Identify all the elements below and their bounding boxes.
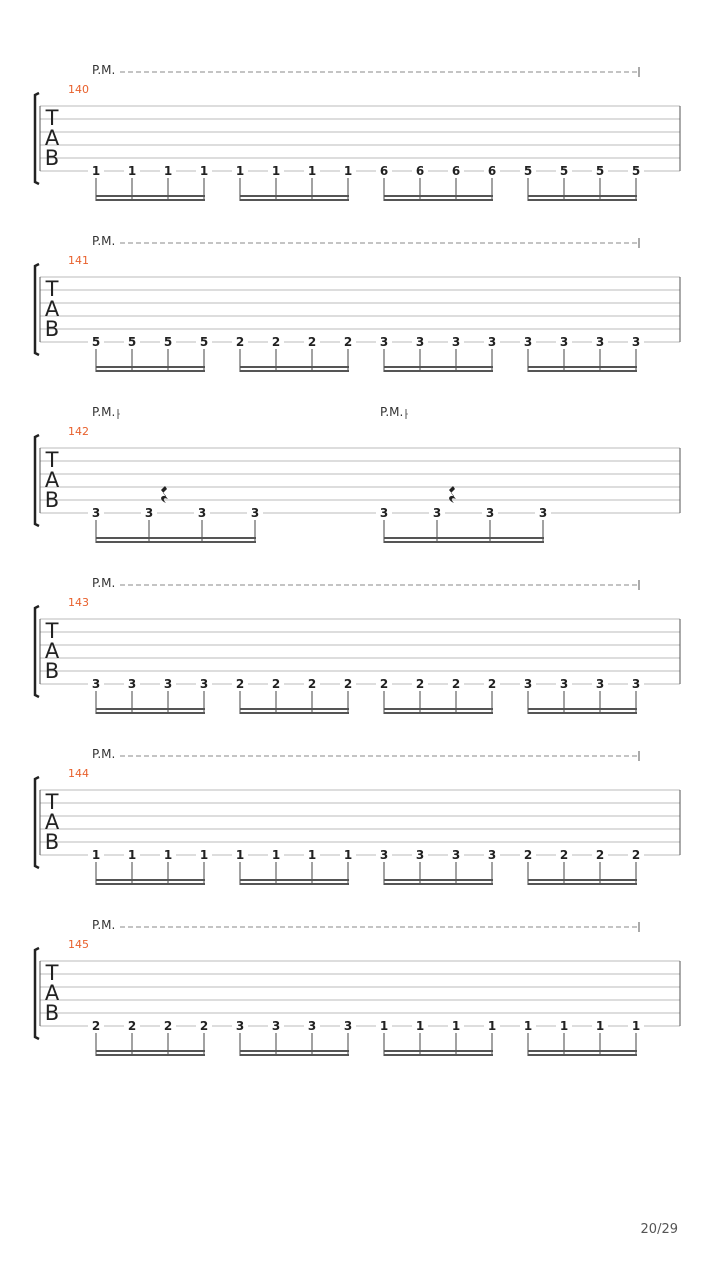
fret-number: 2: [304, 677, 320, 691]
page-number: 20/29: [640, 1222, 678, 1237]
fret-number: 2: [592, 848, 608, 862]
palm-mute-label: P.M.: [92, 63, 116, 77]
fret-number: 3: [376, 506, 392, 520]
tab-clef-letter: B: [44, 317, 60, 341]
fret-number: 2: [376, 677, 392, 691]
fret-number: 2: [448, 677, 464, 691]
measure-number: 145: [68, 938, 89, 951]
fret-number: 3: [88, 677, 104, 691]
fret-number: 2: [412, 677, 428, 691]
fret-number: 1: [268, 848, 284, 862]
fret-number: 3: [376, 335, 392, 349]
tab-clef-letter: T: [45, 790, 59, 814]
fret-number: 1: [340, 848, 356, 862]
tab-clef-letter: A: [44, 297, 60, 321]
fret-number: 2: [304, 335, 320, 349]
fret-number: 6: [448, 164, 464, 178]
fret-number: 3: [448, 848, 464, 862]
fret-number: 1: [484, 1019, 500, 1033]
fret-number: 2: [268, 335, 284, 349]
fret-number: 1: [556, 1019, 572, 1033]
tab-clef-letter: A: [44, 468, 60, 492]
fret-number: 1: [340, 164, 356, 178]
fret-number: 2: [520, 848, 536, 862]
fret-number: 5: [628, 164, 644, 178]
fret-number: 2: [232, 335, 248, 349]
fret-number: 1: [160, 848, 176, 862]
fret-number: 5: [196, 335, 212, 349]
fret-number: 3: [160, 677, 176, 691]
tab-clef-letter: B: [44, 830, 60, 854]
tab-clef-letter: B: [44, 146, 60, 170]
fret-number: 2: [88, 1019, 104, 1033]
fret-number: 3: [520, 335, 536, 349]
tab-clef-letter: T: [45, 448, 59, 472]
measure-number: 144: [68, 767, 89, 780]
fret-number: 3: [535, 506, 551, 520]
fret-number: 3: [556, 335, 572, 349]
fret-number: 1: [88, 848, 104, 862]
fret-number: 2: [484, 677, 500, 691]
fret-number: 2: [196, 1019, 212, 1033]
fret-number: 3: [232, 1019, 248, 1033]
palm-mute-label: P.M.: [92, 234, 116, 248]
fret-number: 1: [124, 848, 140, 862]
fret-number: 3: [429, 506, 445, 520]
fret-number: 1: [88, 164, 104, 178]
fret-number: 1: [268, 164, 284, 178]
fret-number: 3: [340, 1019, 356, 1033]
fret-number: 3: [592, 677, 608, 691]
fret-number: 1: [592, 1019, 608, 1033]
measure-number: 140: [68, 83, 89, 96]
fret-number: 1: [412, 1019, 428, 1033]
fret-number: 5: [124, 335, 140, 349]
fret-number: 3: [520, 677, 536, 691]
measure-number: 142: [68, 425, 89, 438]
palm-mute-label: P.M.: [380, 405, 404, 419]
tab-clef-letter: B: [44, 1001, 60, 1025]
tab-clef-letter: A: [44, 810, 60, 834]
fret-number: 2: [160, 1019, 176, 1033]
fret-number: 1: [448, 1019, 464, 1033]
fret-number: 1: [232, 848, 248, 862]
fret-number: 2: [556, 848, 572, 862]
fret-number: 6: [376, 164, 392, 178]
fret-number: 1: [196, 848, 212, 862]
fret-number: 3: [484, 848, 500, 862]
fret-number: 5: [556, 164, 572, 178]
fret-number: 3: [448, 335, 464, 349]
fret-number: 1: [160, 164, 176, 178]
fret-number: 2: [340, 335, 356, 349]
fret-number: 3: [412, 335, 428, 349]
fret-number: 1: [376, 1019, 392, 1033]
tab-clef-letter: T: [45, 277, 59, 301]
fret-number: 3: [484, 335, 500, 349]
tab-clef-letter: B: [44, 488, 60, 512]
fret-number: 1: [628, 1019, 644, 1033]
palm-mute-label: P.M.: [92, 405, 116, 419]
fret-number: 6: [412, 164, 428, 178]
fret-number: 3: [592, 335, 608, 349]
fret-number: 1: [124, 164, 140, 178]
tab-clef-letter: A: [44, 981, 60, 1005]
fret-number: 2: [340, 677, 356, 691]
fret-number: 2: [628, 848, 644, 862]
fret-number: 5: [88, 335, 104, 349]
fret-number: 3: [88, 506, 104, 520]
tab-clef-letter: T: [45, 106, 59, 130]
fret-number: 3: [124, 677, 140, 691]
palm-mute-label: P.M.: [92, 576, 116, 590]
fret-number: 3: [412, 848, 428, 862]
fret-number: 3: [376, 848, 392, 862]
palm-mute-label: P.M.: [92, 918, 116, 932]
fret-number: 3: [194, 506, 210, 520]
fret-number: 6: [484, 164, 500, 178]
fret-number: 5: [520, 164, 536, 178]
measure-number: 141: [68, 254, 89, 267]
fret-number: 3: [268, 1019, 284, 1033]
fret-number: 3: [304, 1019, 320, 1033]
fret-number: 1: [304, 848, 320, 862]
fret-number: 2: [124, 1019, 140, 1033]
fret-number: 1: [304, 164, 320, 178]
tab-clef-letter: T: [45, 961, 59, 985]
fret-number: 1: [520, 1019, 536, 1033]
fret-number: 3: [141, 506, 157, 520]
fret-number: 3: [247, 506, 263, 520]
palm-mute-label: P.M.: [92, 747, 116, 761]
tab-clef-letter: T: [45, 619, 59, 643]
fret-number: 3: [556, 677, 572, 691]
fret-number: 1: [196, 164, 212, 178]
fret-number: 2: [232, 677, 248, 691]
fret-number: 1: [232, 164, 248, 178]
tab-clef-letter: B: [44, 659, 60, 683]
fret-number: 2: [268, 677, 284, 691]
fret-number: 5: [160, 335, 176, 349]
fret-number: 3: [196, 677, 212, 691]
measure-number: 143: [68, 596, 89, 609]
fret-number: 3: [628, 335, 644, 349]
tab-clef-letter: A: [44, 639, 60, 663]
tab-clef-letter: A: [44, 126, 60, 150]
fret-number: 3: [482, 506, 498, 520]
fret-number: 5: [592, 164, 608, 178]
fret-number: 3: [628, 677, 644, 691]
